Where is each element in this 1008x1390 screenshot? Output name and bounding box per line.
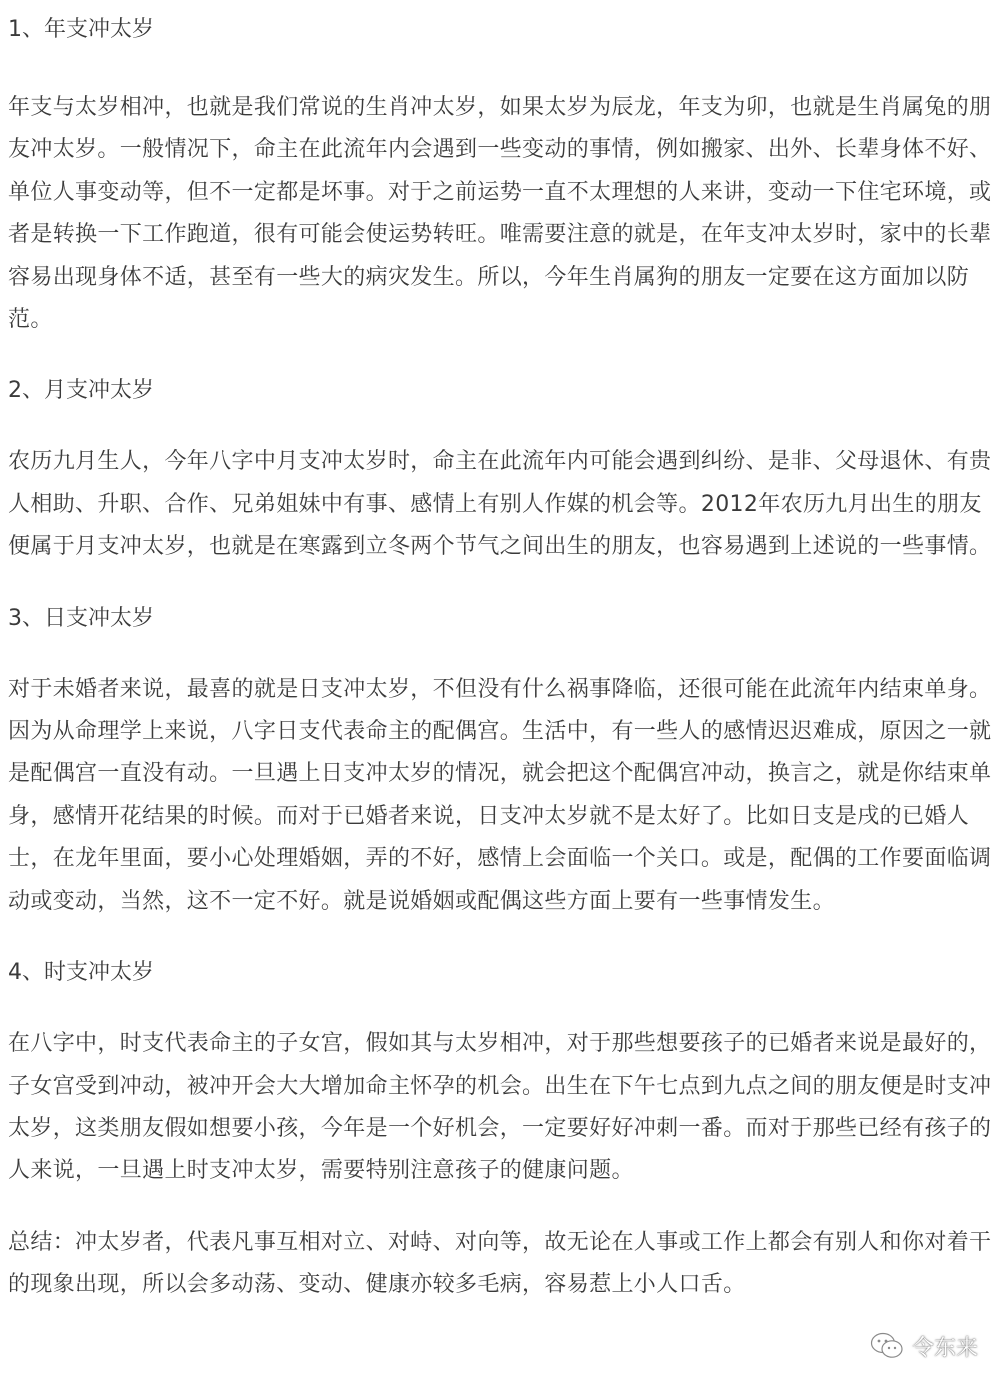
section-paragraph-2: 农历九月生人，今年八字中月支冲太岁时，命主在此流年内可能会遇到纠纷、是非、父母退休、有贵人相助、升职、合作、兄弟姐妹中有事、感情上有别人作媒的机会等。2012年农历九月出生的朋友便属于月支冲太岁，也就是在寒露到立冬两个节气之间出生的朋友，也容易遇到上述说的一些事情。: [8, 449, 992, 560]
section-paragraph-4: 在八字中，时支代表命主的子女宫，假如其与太岁相冲，对于那些想要孩子的已婚者来说是最好的，子女宫受到冲动，被冲开会大大增加命主怀孕的机会。出生在下午七点到九点之间的朋友便是时支冲太岁，这类朋友假如想要小孩，今年是一个好机会，一定要好好冲刺一番。而对于那些已经有孩子的人来说，一旦遇上时支冲太岁，需要特别注意孩子的健康问题。: [8, 1031, 992, 1184]
section-heading-1: 1、年支冲太岁: [8, 17, 154, 42]
section-heading-2: 2、月支冲太岁: [8, 378, 154, 404]
section-paragraph-1: 年支与太岁相冲，也就是我们常说的生肖冲太岁，如果太岁为辰龙，年支为卯，也就是生肖属兔的朋友冲太岁。一般情况下，命主在此流年内会遇到一些变动的事情，例如搬家、出外、长辈身体不好、单位人事变动等，但不一定都是坏事。对于之前运势一直不太理想的人来讲，变动一下住宅环境，或者是转换一下工作跑道，很有可能会使运势转旺。唯需要注意的就是，在年支冲太岁时，家中的长辈容易出现身体不适，甚至有一些大的病灾发生。所以，今年生肖属狗的朋友一定要在这方面加以防范。: [8, 95, 992, 333]
section-paragraph-3: 对于未婚者来说，最喜的就是日支冲太岁，不但没有什么祸事降临，还很可能在此流年内结束单身。因为从命理学上来说，八字日支代表命主的配偶宫。生活中，有一些人的感情迟迟难成，原因之一就是配偶宫一直没有动。一旦遇上日支冲太岁的情况，就会把这个配偶宫冲动，换言之，就是你结束单身，感情开花结果的时候。而对于已婚者来说，日支冲太岁就不是太好了。比如日支是戌的已婚人士，在龙年里面，要小心处理婚姻，弄的不好，感情上会面临一个关口。或是，配偶的工作要面临调动或变动，当然，这不一定不好。就是说婚姻或配偶这些方面上要有一些事情发生。: [8, 676, 992, 914]
section-heading-4: 4、时支冲太岁: [8, 960, 154, 986]
section-heading-3: 3、日支冲太岁: [8, 605, 154, 631]
watermark: [870, 1331, 978, 1361]
summary-paragraph: 总结：冲太岁者，代表凡事互相对立、对峙、对向等，故无论在人事或工作上都会有别人和你对着干的现象出现，所以会多动荡、变动、健康亦较多毛病，容易惹上小人口舌。: [8, 1229, 992, 1298]
watermark-label: 令东来: [911, 1335, 978, 1361]
wechat-icon: [870, 1332, 904, 1360]
article-body: [8, 0, 998, 1307]
